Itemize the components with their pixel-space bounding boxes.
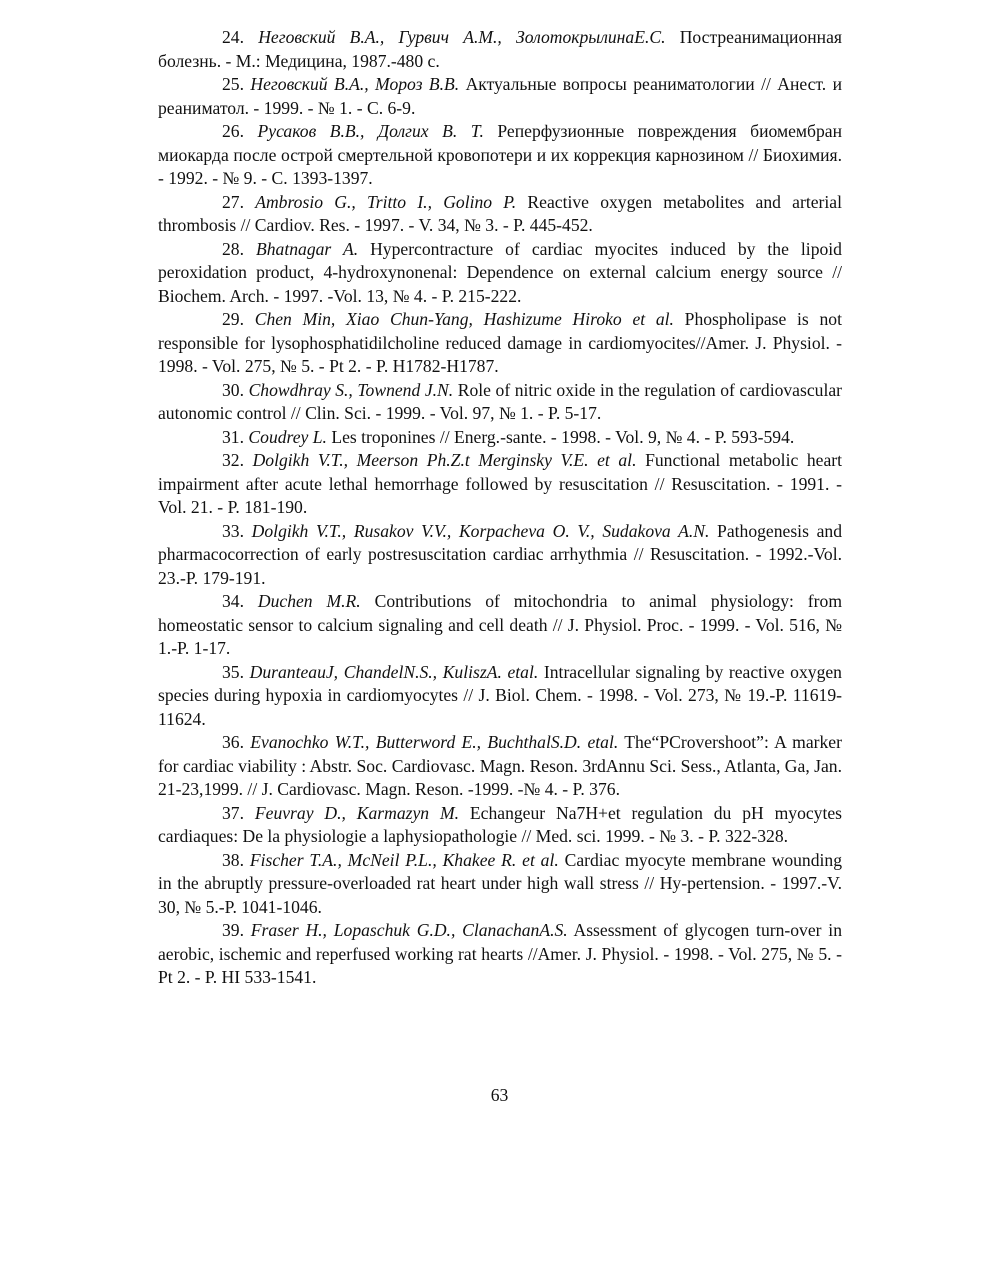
reference-number: 34. xyxy=(222,591,244,611)
reference-text: Contributions of mitochondria to animal physiology: from homeostatic sensor to calcium signaling and cell death // J. Physiol. Proc. - 1999. - Vol. 516, № 1.-P. 1-17. xyxy=(158,591,843,658)
reference-authors: DuranteauJ, ChandelN.S., KuliszA. etal. xyxy=(249,661,539,682)
reference-number: 29. xyxy=(222,309,244,329)
reference-item xyxy=(158,731,842,802)
reference-number: 37. xyxy=(222,802,244,823)
reference-item xyxy=(158,919,842,990)
reference-text: Role of nitric oxide in the regulation of cardiovascular autonomic control // Clin. Sci. - 1999. - Vol. 97, № 1. - P. 5-17. xyxy=(158,379,842,423)
reference-text: Reactive oxygen metabolites and arterial thrombosis // Cardiov. Res. - 1997. - V. 34, № 3. - P. 445-452. xyxy=(158,191,842,235)
reference-authors: Неговский В.А., Гурвич А.М., ЗолотокрылинаЕ.С. xyxy=(258,27,666,47)
reference-number: 28. xyxy=(222,238,244,259)
reference-item xyxy=(158,308,842,379)
reference-authors: Ambrosio G., Tritto I., Golino P. xyxy=(255,191,517,212)
reference-item xyxy=(158,590,842,661)
reference-text: Intracellular signaling by reactive oxygen species during hypoxia in cardiomyocytes // J. Biol. Chem. - 1998. - Vol. 273, № 19.-P. 11619-11624. xyxy=(158,661,842,729)
reference-authors: Dolgikh V.T., Meerson Ph.Z.t Merginsky V.E. et al. xyxy=(252,450,637,470)
page-number: 63 xyxy=(490,1085,509,1105)
reference-item xyxy=(158,520,842,591)
reference-item xyxy=(158,849,842,920)
reference-number: 31. xyxy=(222,426,244,447)
reference-text: Hypercontracture of cardiac myocites induced by the lipoid peroxidation product, 4-hydroxynonenal: Dependence on external calcium energy source // Biochem. Arch. - 1997. -Vol. 13, № 4. - P. 215-222. xyxy=(158,238,842,306)
reference-number: 27. xyxy=(222,191,244,212)
reference-item xyxy=(158,120,842,191)
reference-text: Cardiac myocyte membrane wounding in the abruptly pressure-overloaded rat heart under high wall stress // Hy-pertension. - 1997.-V. 30, № 5.-P. 1041-1046. xyxy=(158,849,842,917)
reference-item xyxy=(158,238,842,309)
reference-number: 38. xyxy=(222,849,244,870)
reference-item xyxy=(158,802,842,849)
reference-authors: Duchen M.R. xyxy=(257,591,361,611)
reference-authors: Evanochko W.T., Butterword E., BuchthalS.D. etal. xyxy=(250,732,619,752)
reference-authors: Fischer T.A., McNeil P.L., Khakee R. et al. xyxy=(249,849,559,870)
reference-item xyxy=(158,26,842,73)
reference-text: Phospholipase is not responsible for lysophosphatidilcholine reduced damage in cardiomyocites//Amer. J. Physiol. - 1998. - Vol. 275, № 5. - Pt 2. - P. H1782-H1787. xyxy=(158,309,842,376)
reference-text: Реперфузионные повреждения биомембран миокарда после острой смертельной кровопотери и их коррекция карнозином // Биохимия. - 1992. - № 9. - С. 1393-1397. xyxy=(158,121,842,188)
reference-item xyxy=(158,426,842,450)
reference-number: 33. xyxy=(222,520,244,541)
reference-text: Assessment of glycogen turn-over in aerobic, ischemic and reperfused working rat hearts //Amer. J. Physiol. - 1998. - Vol. 275, № 5. - Pt 2. - P. HI 533-1541. xyxy=(158,920,842,987)
reference-item xyxy=(158,449,842,520)
reference-text: Functional metabolic heart impairment after acute lethal hemorrhage followed by resuscitation // Resuscitation. - 1991. - Vol. 21. - P. 181-190. xyxy=(158,450,843,517)
reference-text: Pathogenesis and pharmacocorrection of early postresuscitation cardiac arrhythmia // Resuscitation. - 1992.-Vol. 23.-P. 179-191. xyxy=(158,520,842,588)
reference-authors: Русаков В.В., Долгих В. Т. xyxy=(257,121,484,141)
reference-authors: Неговский В.А., Мороз В.В. xyxy=(250,74,460,94)
reference-text: Les troponines // Energ.-sante. - 1998. - Vol. 9, № 4. - P. 593-594. xyxy=(331,426,795,447)
reference-text: Актуальные вопросы реаниматологии // Анест. и реаниматол. - 1999. - № 1. - С. 6-9. xyxy=(158,74,842,118)
reference-authors: Fraser H., Lopaschuk G.D., ClanachanA.S. xyxy=(250,920,568,940)
reference-number: 36. xyxy=(222,732,244,752)
reference-number: 35. xyxy=(222,661,244,682)
reference-item xyxy=(158,73,842,120)
reference-authors: Chowdhray S., Townend J.N. xyxy=(248,379,454,400)
reference-authors: Coudrey L. xyxy=(248,426,327,447)
reference-item xyxy=(158,191,842,238)
reference-number: 30. xyxy=(222,379,244,400)
reference-number: 24. xyxy=(222,27,244,47)
reference-number: 39. xyxy=(222,920,244,940)
reference-item xyxy=(158,661,842,732)
reference-number: 25. xyxy=(222,74,244,94)
reference-text: The“PCrovershoot”: A marker for cardiac viability : Abstr. Soc. Cardiovasc. Magn. Reson. 3rdAnnu Sci. Sess., Atlanta, Ga, Jan. 21-23,1999. // J. Cardiovasc. Magn. Reson. -1999. -№ 4. - P. 376. xyxy=(158,732,842,799)
reference-item xyxy=(158,379,842,426)
reference-authors: Bhatnagar A. xyxy=(256,238,359,259)
reference-number: 26. xyxy=(222,121,244,141)
reference-authors: Dolgikh V.T., Rusakov V.V., Korpacheva O. V., Sudakova A.N. xyxy=(251,520,710,541)
reference-authors: Chen Min, Xiao Chun-Yang, Hashizume Hiroko et al. xyxy=(254,309,674,329)
reference-authors: Feuvray D., Karmazyn M. xyxy=(254,802,460,823)
reference-number: 32. xyxy=(222,450,244,470)
reference-text: Echangeur Na7H+et regulation du pH myocytes cardiaques: De la physiologie a laphysiopathologie // Med. sci. 1999. - № 3. - P. 322-328. xyxy=(158,802,843,846)
reference-text: Постреанимационная болезнь. - М.: Медицина, 1987.-480 с. xyxy=(158,27,842,71)
reference-list xyxy=(158,26,842,990)
